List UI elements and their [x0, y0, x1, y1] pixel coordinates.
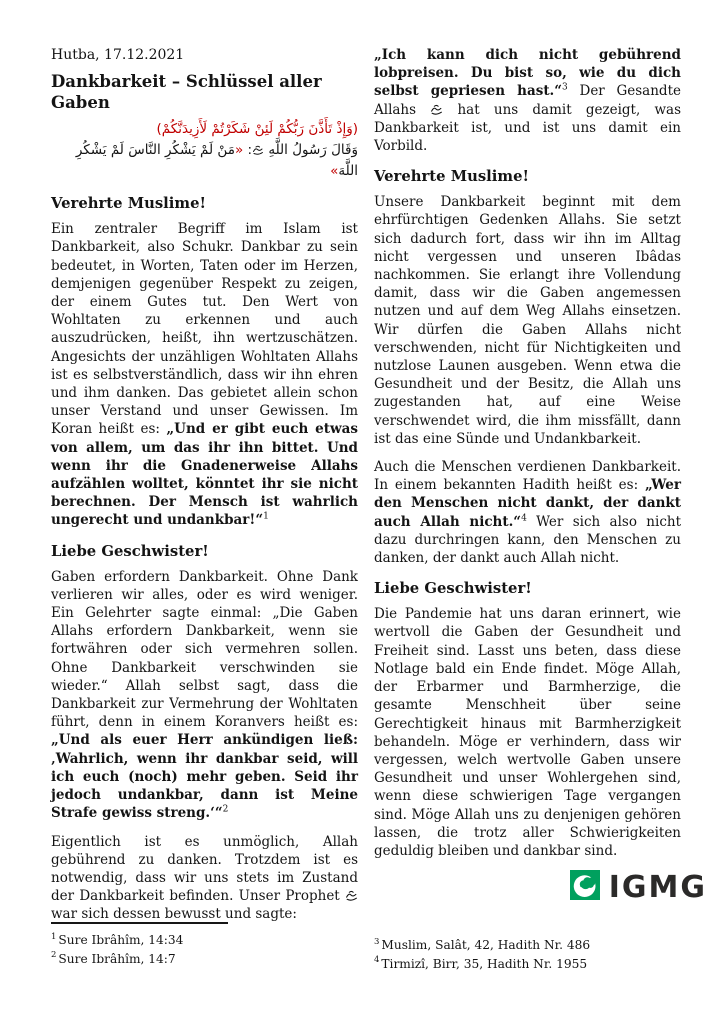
saw-honorific-icon [252, 140, 264, 161]
igmg-logo [374, 870, 707, 905]
quote-close-mark: » [330, 163, 339, 180]
section-heading: Liebe Geschwister! [374, 580, 532, 598]
left-column [51, 46, 358, 934]
date-line: Hutba, 17.12.2021 [51, 47, 185, 63]
quote-text: „Wer den Menschen nicht dankt, der dankt auch Allah nicht.“ [374, 477, 681, 530]
paragraph-text: Ein zentraler Begriff im Islam ist Dankbarkeit, also Schukr. Dankbar zu sein bedeutet, in Worten, Taten oder im Herzen, demjenigen gegenüber Respekt zu zeigen, der einem Gutes tut. Den Wert von Wohltaten zu erkennen und auch auszudrücken, heißt, ihn wertzuschätzen. Angesichts der unzähligen Wohltaten Allahs ist es selbstverständlich, dass wir ihn ehren und ihm danken. Das gebietet allein schon unser Verstand und unser Gewissen. Im Koran heißt es: [51, 221, 358, 438]
body-paragraph [51, 833, 358, 924]
body-paragraph [374, 46, 681, 155]
footnote [374, 955, 674, 974]
footnote-separator [51, 922, 228, 924]
paragraph-text: war sich dessen bewusst und sagte: [51, 906, 297, 923]
quote-text: „Und als euer Herr ankündigen ließ: ‚Wahrlich, wenn ihr dankbar seid, will ich euch (noch) mehr geben. Seid ihr jedoch undankbar, dann ist Meine Strafe gewiss streng.‘“ [51, 732, 358, 822]
body-paragraph: Die Pandemie hat uns daran erinnert, wie wertvoll die Gaben der Gesundheit und Freiheit sind. Lasst uns beten, dass diese Notlage bald ein Ende findet. Möge Allah, der Erbarmer und Barmherzige, die gesamte Menschheit über seine Gerechtigkeit hinaus mit Barmherzigkeit behandeln. Möge er verhindern, dass wir vergessen, welch wertvolle Gaben unsere Gesundheit und unser Wohlergehen sind, wenn diese schwierigen Tage vergangen sind. Möge Allah uns zu denjenigen gehören lassen, die trotz aller Schwierigkeiten geduldig bleiben und dankbar sind. [374, 606, 681, 859]
paragraph-text: Auch die Menschen verdienen Dankbarkeit. In einem bekannten Hadith heißt es: [374, 459, 681, 494]
arabic-quran-verse: (وَإِذْ تَأَذَّنَ رَبُّكُمْ لَئِنْ شَكَرْتُمْ لَأَزِيدَنَّكُمْ) [156, 121, 358, 138]
quote-text: „Und er gibt euch etwas von allem, um das ihr ihn bittet. Und wenn ihr die Gnadenerweise Allahs aufzählen wolltet, könntet ihr sie nicht berechnen. Der Mensch ist wahrlich ungerecht und undankbar!“ [51, 421, 358, 529]
paragraph-text: Eigentlich ist es unmöglich, Allah gebührend zu danken. Trotzdem ist es notwendig, dass wir uns stets im Zustand der Dankbarkeit befinden. Unser Prophet [51, 833, 358, 905]
footnotes-left [51, 922, 331, 968]
footnote-text: Sure Ibrâhîm, 14:34 [58, 933, 184, 947]
quote-text: „Ich kann dich nicht gebührend lobpreisen. Du bist so, wie du dich selbst gepriesen hast.“ [374, 47, 681, 100]
paragraph-text: Der Gesandte Allahs [374, 83, 681, 118]
footnote [51, 950, 331, 969]
paragraph-text: Gaben erfordern Dankbarkeit. Ohne Dank verlieren wir alles, oder es wird weniger. Ein Gelehrter sagte einmal: „Die Gaben Allahs erfordern Dankbarkeit, wenn sie fortwähren oder sich vermehren sollen. Ohne Dankbarkeit verschwinden sie wieder.“ Allah selbst sagt, dass die Dankbarkeit zur Vermehrung der Wohltaten führt, denn in einem Koranvers heißt es: [51, 568, 358, 731]
body-paragraph [51, 568, 358, 823]
arabic-hadith-text: مَنْ لَمْ يَشْكُرِ النَّاسَ لَمْ يَشْكُرِ اللَّهَ [75, 142, 358, 180]
footnote-ref: 3 [562, 82, 568, 93]
paragraph-text: hat uns damit gezeigt, was Dankbarkeit ist, und ist uns damit ein Vorbild. [374, 101, 681, 155]
quote-open-mark: « [234, 142, 244, 159]
footnote-text: Tirmizî, Birr, 35, Hadith Nr. 1955 [381, 956, 588, 971]
footnote-marker: 1 [51, 931, 57, 942]
saw-honorific-icon [345, 887, 358, 905]
section-heading: Liebe Geschwister! [51, 542, 209, 560]
right-column [374, 46, 707, 905]
arabic-hadith-line [51, 140, 358, 182]
section-heading: Verehrte Muslime! [374, 168, 529, 186]
section-heading: Verehrte Muslime! [51, 195, 206, 213]
footnotes-right [374, 936, 674, 973]
saw-honorific-icon [430, 101, 443, 119]
body-paragraph [51, 220, 358, 529]
body-paragraph [374, 458, 681, 567]
crescent-europe-icon [570, 870, 600, 905]
footnote-text: Sure Ibrâhîm, 14:7 [58, 951, 176, 966]
footnote-ref: 4 [521, 513, 527, 524]
body-paragraph: Unsere Dankbarkeit beginnt mit dem ehrfürchtigen Gedenken Allahs. Sie setzt sich dadurch fort, dass wir ihn im Alltag nicht vergessen und unseren Ibâdas nachkommen. Sie erlangt ihre Vollendung damit, dass wir die Gaben angemessen nutzen und auf dem Weg Allahs einsetzen. Wir dürfen die Gaben Allahs nicht verschwenden, nicht für Nichtigkeiten und nutzlose Launen ausgeben. Wenn etwa die Gesundheit und der Besitz, die Allah uns zugestanden hat, auf eine Weise verschwendet wird, die ihm missfällt, dann ist das eine Sünde und Undankbarkeit. [374, 194, 681, 447]
page-title: Dankbarkeit – Schlüssel aller Gaben [51, 72, 322, 113]
footnote [374, 936, 674, 955]
footnote-marker: 4 [374, 955, 380, 966]
footnote-marker: 3 [374, 936, 380, 947]
footnote-ref: 2 [222, 804, 229, 815]
arabic-hadith-prefix: وَقَالَ رَسُولُ اللَّهِ [264, 142, 358, 159]
footnote-ref: 1 [263, 511, 269, 522]
footnote-marker: 2 [51, 950, 57, 961]
paragraph-text: Wer sich also nicht dazu durchringen kann, den Menschen zu danken, der dankt auch Allah nicht. [374, 513, 681, 567]
igmg-wordmark: IGMG [608, 869, 707, 905]
arabic-hadith-colon: : [243, 142, 253, 159]
footnote [51, 931, 331, 950]
footnote-text: Muslim, Salât, 42, Hadith Nr. 486 [381, 938, 591, 952]
